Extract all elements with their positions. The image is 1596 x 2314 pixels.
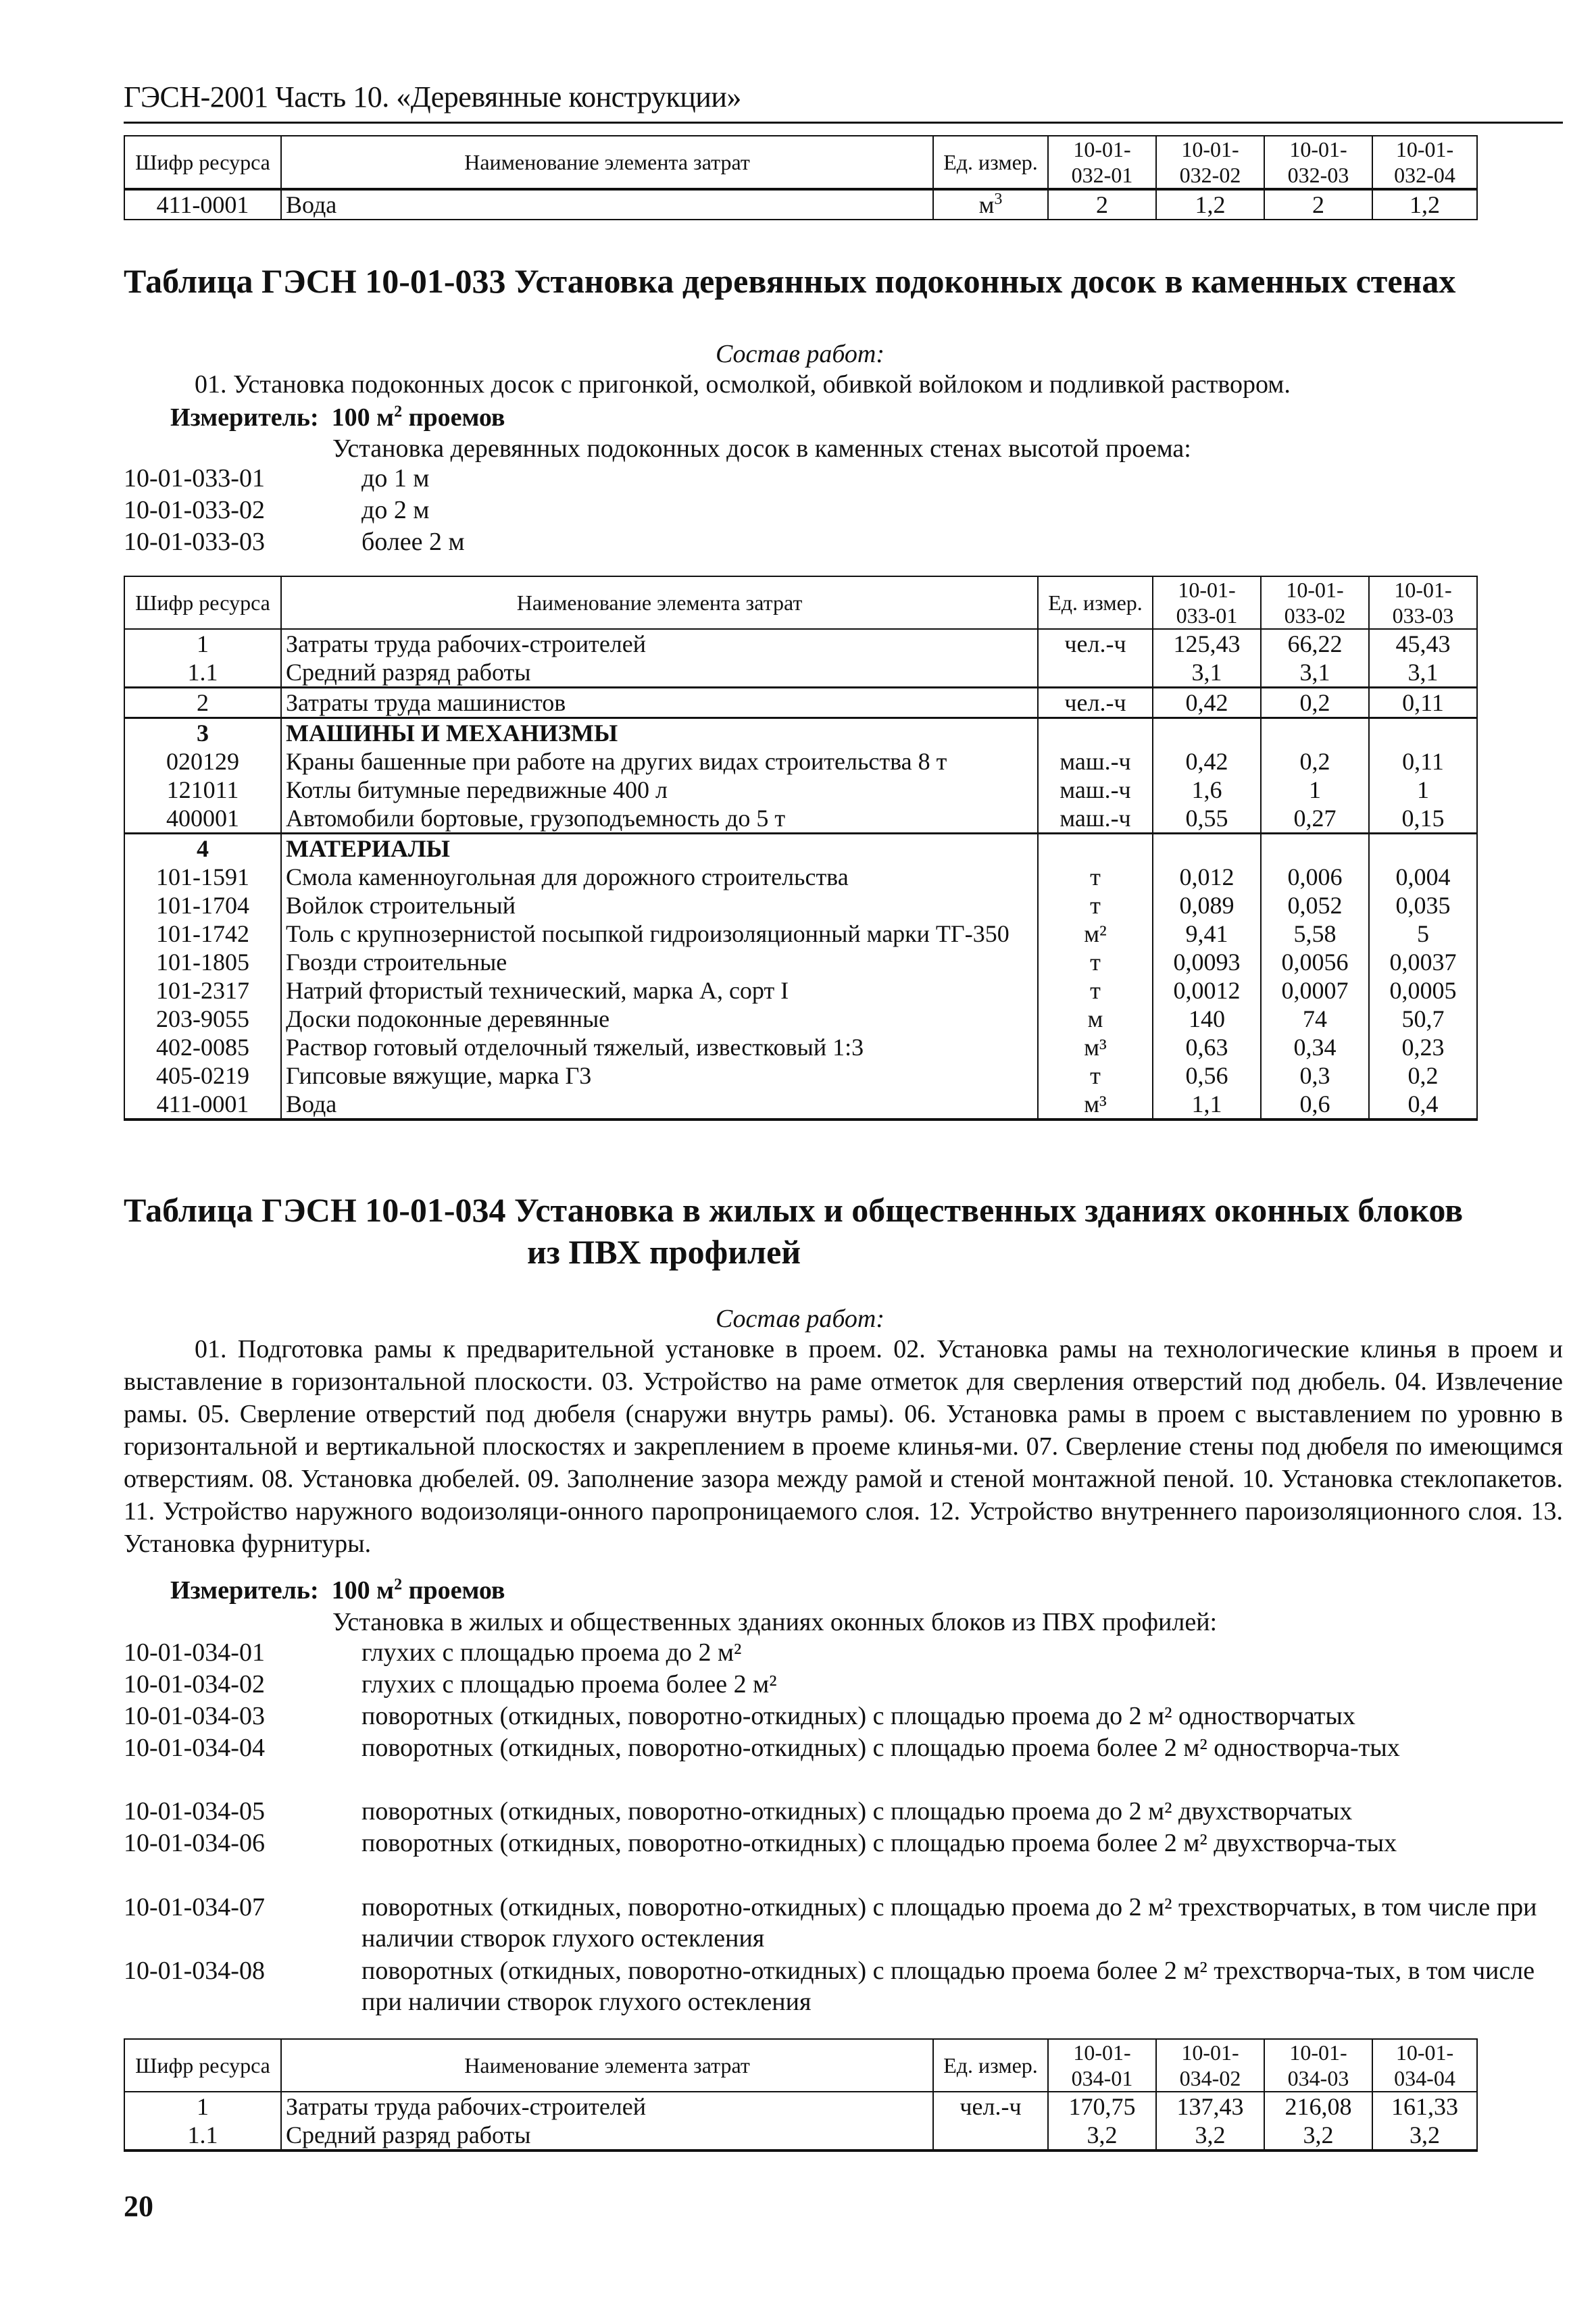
col-header-unit: Ед. измер. bbox=[1038, 576, 1153, 629]
norm-intro: Установка деревянных подоконных досок в каменных стенах высотой проема: bbox=[332, 434, 1191, 463]
table-row: 101-1742 Толь с крупнозернистой посыпкой гидроизоляционный марки ТГ-350 м² 9,41 5,58 5 bbox=[124, 920, 1477, 948]
work-composition-text: 01. Установка подоконных досок с пригонкой, осмолкой, обивкой войлоком и подливкой раствором. bbox=[195, 370, 1291, 399]
norm-item: 10-01-033-02 до 2 м bbox=[124, 496, 430, 524]
norm-item: 10-01-033-01 до 1 м bbox=[124, 464, 430, 493]
col-header-norm: 10-01- 033-03 bbox=[1369, 576, 1477, 629]
work-composition-text: 01. Подготовка рамы к предварительной установке в проем. 02. Установка рамы на технологические клинья в проем и выставление в горизонтальной плоскости. 03. Устройство на раме отметок для сверления отверстий под дюбель. 04. Извлечение рамы. 05. Сверление отверстий под дюбеля (снаружи внутрь рамы). 06. Установка рамы в проем с выставлением по уровню в горизонтальной и вертикальной плоскостях и закреплением в проеме клинья-ми. 07. Сверление стены под дюбеля по имеющимся отверстиям. 08. Установка дюбелей. 09. Заполнение зазора между рамой и стеной монтажной пеной. 10. Установка стеклопакетов. 11. Устройство наружного водоизоляци-онного паропроницаемого слоя. 12. Устройство внутреннего пароизоляционного слоя. 13. Установка фурнитуры. bbox=[124, 1335, 1563, 1558]
meter: Измеритель: 100 $м^2$ проемов bbox=[170, 1576, 505, 1605]
table-033 bbox=[124, 576, 1478, 1121]
section-title-034-line1: Таблица ГЭСН 10-01-034 Установка в жилых и общественных зданиях оконных блоков bbox=[124, 1191, 1464, 1229]
section-title-033: Таблица ГЭСН 10-01-033 Установка деревянных подоконных досок в каменных стенах bbox=[124, 262, 1456, 300]
work-composition-header: Состав работ: bbox=[715, 340, 885, 368]
header-divider bbox=[124, 122, 1563, 124]
table-row: 402-0085 Раствор готовый отделочный тяжелый, известковый 1:3 м³ 0,63 0,34 0,23 bbox=[124, 1033, 1477, 1061]
norm-item: 10-01-034-05 поворотных (откидных, поворотно-откидных) с площадью проема до 2 м² двухстворчатых bbox=[124, 1797, 1353, 1826]
table-row-section-heading: 3 МАШИНЫ И МЕХАНИЗМЫ bbox=[124, 718, 1477, 748]
norm-intro: Установка в жилых и общественных зданиях оконных блоков из ПВХ профилей: bbox=[332, 1608, 1218, 1636]
table-row: 121011 Котлы битумные передвижные 400 л маш.-ч 1,6 1 1 bbox=[124, 776, 1477, 804]
table-row: 411-0001 Вода $м^3$ 2 1,2 2 1,2 bbox=[124, 189, 1477, 220]
col-header-norm: 10-01- 034-02 bbox=[1156, 2039, 1264, 2092]
section-title-034-line2: из ПВХ профилей bbox=[527, 1233, 801, 1271]
col-header-code: Шифр ресурса bbox=[124, 2039, 281, 2092]
col-header-norm: 10-01- 033-02 bbox=[1261, 576, 1369, 629]
table-row: 203-9055 Доски подоконные деревянные м 140 74 50,7 bbox=[124, 1005, 1477, 1033]
col-header-code: Шифр ресурса bbox=[124, 136, 281, 189]
table-row: 411-0001 Вода м³ 1,1 0,6 0,4 bbox=[124, 1090, 1477, 1120]
col-header-unit: Ед. измер. bbox=[933, 2039, 1048, 2092]
work-composition-header: Состав работ: bbox=[715, 1305, 885, 1333]
table-row: 1.1 Средний разряд работы 3,1 3,1 3,1 bbox=[124, 658, 1477, 688]
table-row: 2 Затраты труда машинистов чел.-ч 0,42 0,2 0,11 bbox=[124, 688, 1477, 718]
norm-item: 10-01-034-03 поворотных (откидных, поворотно-откидных) с площадью проема до 2 м² одностворчатых bbox=[124, 1702, 1355, 1730]
col-header-norm: 10-01- 034-01 bbox=[1048, 2039, 1156, 2092]
norm-item: 10-01-033-03 более 2 м bbox=[124, 528, 465, 556]
table-row: 405-0219 Гипсовые вяжущие, марка Г3 т 0,56 0,3 0,2 bbox=[124, 1061, 1477, 1090]
table-row: 020129 Краны башенные при работе на других видах строительства 8 т маш.-ч 0,42 0,2 0,11 bbox=[124, 747, 1477, 776]
col-header-norm: 10-01- 032-04 bbox=[1372, 136, 1477, 189]
col-header-name: Наименование элемента затрат bbox=[281, 2039, 933, 2092]
table-row: 1.1 Средний разряд работы 3,2 3,2 3,2 3,2 bbox=[124, 2121, 1477, 2150]
col-header-norm: 10-01- 032-03 bbox=[1264, 136, 1372, 189]
table-row: 1 Затраты труда рабочих-строителей чел.-ч 125,43 66,22 45,43 bbox=[124, 629, 1477, 658]
col-header-norm: 10-01- 033-01 bbox=[1153, 576, 1261, 629]
table-034 bbox=[124, 2038, 1478, 2152]
norm-item: 10-01-034-06 поворотных (откидных, поворотно-откидных) с площадью проема более 2 м² двухстворча-тых bbox=[124, 1829, 1397, 1857]
col-header-norm: 10-01- 032-02 bbox=[1156, 136, 1264, 189]
table-row: 400001 Автомобили бортовые, грузоподъемность до 5 т маш.-ч 0,55 0,27 0,15 bbox=[124, 804, 1477, 834]
col-header-name: Наименование элемента затрат bbox=[281, 136, 933, 189]
table-row: 1 Затраты труда рабочих-строителей чел.-ч 170,75 137,43 216,08 161,33 bbox=[124, 2092, 1477, 2121]
table-row: 101-1805 Гвозди строительные т 0,0093 0,0056 0,0037 bbox=[124, 948, 1477, 976]
col-header-code: Шифр ресурса bbox=[124, 576, 281, 629]
page-number: 20 bbox=[124, 2190, 153, 2223]
col-header-name: Наименование элемента затрат bbox=[281, 576, 1038, 629]
table-row-section-heading: 4 МАТЕРИАЛЫ bbox=[124, 834, 1477, 863]
col-header-norm: 10-01- 032-01 bbox=[1048, 136, 1156, 189]
norm-item: 10-01-034-08 поворотных (откидных, поворотно-откидных) с площадью проема более 2 м² трехстворча-тых, в том числе при наличии створок глухого остекления bbox=[124, 1957, 1535, 2016]
norm-item: 10-01-034-01 глухих с площадью проема до 2 м² bbox=[124, 1638, 742, 1667]
norm-item: 10-01-034-04 поворотных (откидных, поворотно-откидных) с площадью проема более 2 м² одностворча-тых bbox=[124, 1734, 1400, 1762]
table-row: 101-1704 Войлок строительный т 0,089 0,052 0,035 bbox=[124, 891, 1477, 920]
norm-item: 10-01-034-02 глухих с площадью проема более 2 м² bbox=[124, 1670, 777, 1699]
table-row: 101-2317 Натрий фтористый технический, марка А, сорт I т 0,0012 0,0007 0,0005 bbox=[124, 976, 1477, 1005]
norm-item: 10-01-034-07 поворотных (откидных, поворотно-откидных) с площадью проема до 2 м² трехстворчатых, в том числе при наличии створок глухого остекления bbox=[124, 1893, 1537, 1953]
running-header: ГЭСН-2001 Часть 10. «Деревянные конструкции» bbox=[124, 80, 741, 114]
table-row: 101-1591 Смола каменноугольная для дорожного строительства т 0,012 0,006 0,004 bbox=[124, 863, 1477, 891]
col-header-norm: 10-01- 034-04 bbox=[1372, 2039, 1477, 2092]
col-header-unit: Ед. измер. bbox=[933, 136, 1048, 189]
table-032 bbox=[124, 135, 1478, 220]
col-header-norm: 10-01- 034-03 bbox=[1264, 2039, 1372, 2092]
meter: Измеритель: 100 $м^2$ проемов bbox=[170, 403, 505, 432]
